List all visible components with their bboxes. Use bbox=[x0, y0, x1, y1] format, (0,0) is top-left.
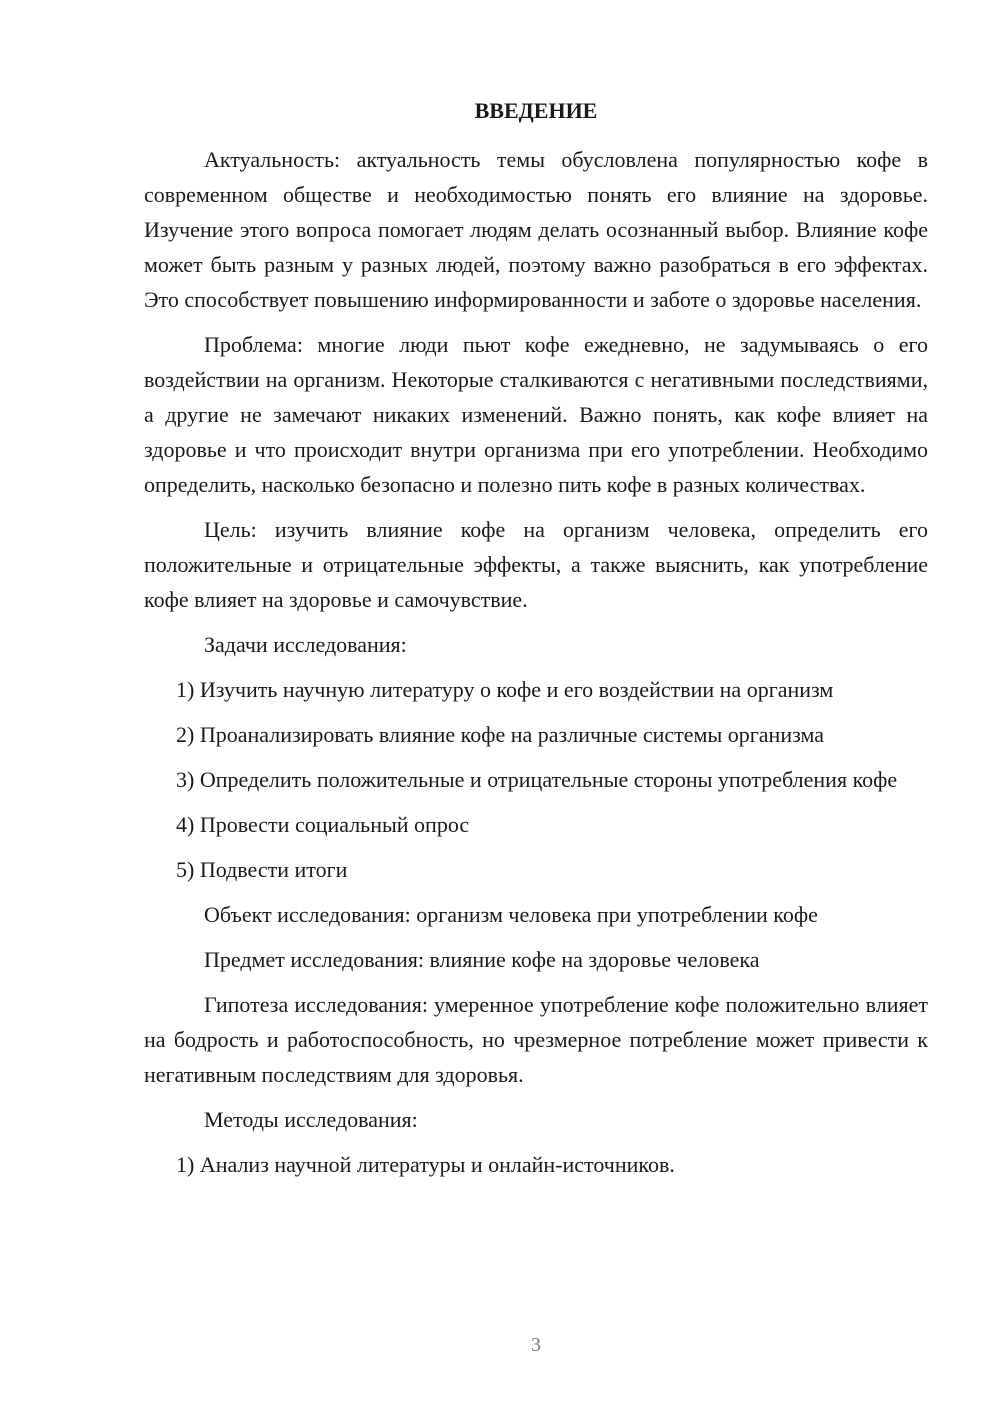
page-title: ВВЕДЕНИЕ bbox=[474, 98, 598, 123]
document-body bbox=[144, 142, 928, 1192]
research-object: Объект исследования: организм человека при употреблении кофе bbox=[204, 902, 818, 927]
goal-paragraph: Цель: изучить влияние кофе на организм человека, определить его положительные и отрицательные эффекты, а также выяснить, как употребление кофе влияет на здоровье и самочувствие. bbox=[144, 517, 928, 612]
method-item-1: 1) Анализ научной литературы и онлайн-источников. bbox=[176, 1152, 675, 1177]
relevance-paragraph: Актуальность: актуальность темы обусловлена популярностью кофе в современном обществе и необходимостью понять его влияние на здоровье. Изучение этого вопроса помогает людям делать осознанный выбор. Влияние кофе может быть разным у разных людей, поэтому важно разобраться в его эффектах. Это способствует повышению информированности и заботе о здоровье населения. bbox=[144, 147, 928, 312]
task-item-4: 4) Провести социальный опрос bbox=[176, 812, 470, 837]
task-item-5: 5) Подвести итоги bbox=[176, 857, 348, 882]
task-item-2: 2) Проанализировать влияние кофе на различные системы организма bbox=[176, 722, 825, 747]
task-item-3: 3) Определить положительные и отрицательные стороны употребления кофе bbox=[176, 767, 898, 792]
task-item-1: 1) Изучить научную литературу о кофе и его воздействии на организм bbox=[176, 677, 834, 702]
research-subject: Предмет исследования: влияние кофе на здоровье человека bbox=[204, 947, 760, 972]
page-number: 3 bbox=[531, 1334, 541, 1356]
tasks-heading: Задачи исследования: bbox=[204, 632, 407, 657]
problem-paragraph: Проблема: многие люди пьют кофе ежедневно, не задумываясь о его воздействии на организм. Некоторые сталкиваются с негативными последствиями, а другие не замечают никаких изменений. Важно понять, как кофе влияет на здоровье и что происходит внутри организма при его употреблении. Необходимо определить, насколько безопасно и полезно пить кофе в разных количествах. bbox=[144, 332, 928, 497]
methods-heading: Методы исследования: bbox=[204, 1107, 418, 1132]
research-hypothesis: Гипотеза исследования: умеренное употребление кофе положительно влияет на бодрость и работоспособность, но чрезмерное потребление может привести к негативным последствиям для здоровья. bbox=[144, 992, 928, 1087]
